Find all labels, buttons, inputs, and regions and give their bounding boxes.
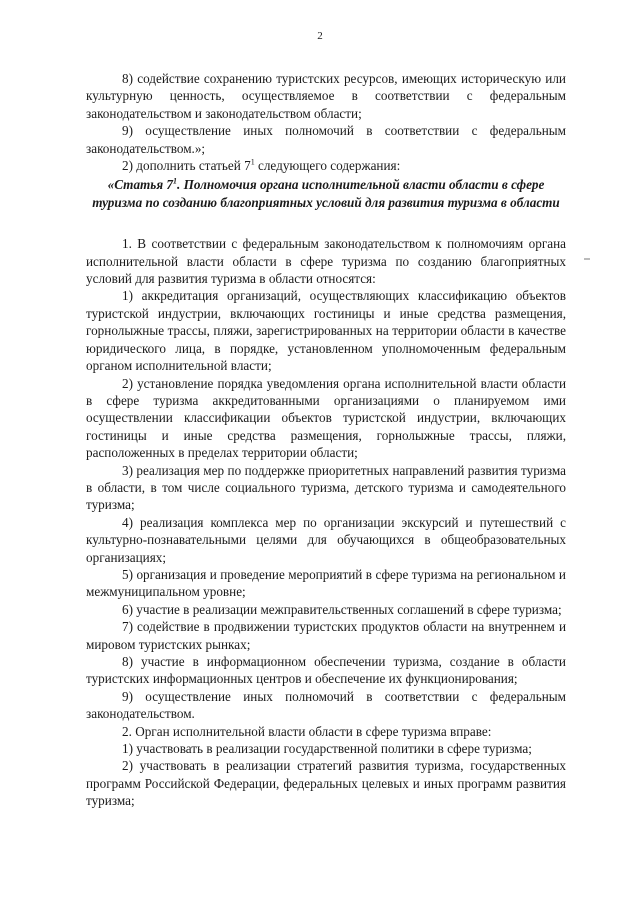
list-item: 5) организация и проведение мероприятий в сфере туризма на региональном и межмуниципальном уровне;: [86, 566, 566, 600]
list-item: 8) участие в информационном обеспечении туризма, создание в области туристских информационных центров и обеспечение их функционирования;: [86, 654, 566, 687]
scan-speck: [584, 258, 590, 260]
article-heading: «Статья $7^1$. Полномочия органа исполнительной власти области в сфере туризма по созданию благоприятных условий для развития туризма в области: [92, 177, 560, 210]
document-body: [86, 70, 566, 810]
item-8-top: 8) содействие сохранению туристских ресурсов, имеющих историческую или культурную ценность, осуществляемое в соответствии с федеральным законодательством и законодательством области;: [86, 71, 566, 121]
item-9-top: 9) осуществление иных полномочий в соответствии с федеральным законодательством.»;: [86, 123, 566, 156]
list-item: 7) содействие в продвижении туристских продуктов области на внутреннем и мировом туристских рынках;: [86, 619, 566, 652]
list-item: 1) аккредитация организаций, осуществляющих классификацию объектов туристской индустрии, включающих гостиницы и иные средства размещения, горнолыжные трассы, пляжи, зарегистрированных на территории области в качестве юридического лица, в порядке, установленном уполномоченным федеральным органом исполнительной власти;: [86, 288, 566, 374]
list-item: 9) осуществление иных полномочий в соответствии с федеральным законодательством.: [86, 688, 566, 722]
paragraph-2: 2. Орган исполнительной власти области в сфере туризма вправе:: [122, 723, 492, 739]
list-item: 1) участвовать в реализации государственной политики в сфере туризма;: [122, 741, 532, 757]
list-item: 2) установление порядка уведомления органа исполнительной власти области в сфере туризма аккредитованными организациями о планируемом ими осуществлении классификации объектов туристской индустрии, включающих гостиницы и иные средства размещения, горнолыжные трассы, пляжи, расположенных в пределах территории области;: [86, 375, 566, 461]
list-item: 2) участвовать в реализации стратегий развития туризма, государственных программ Российской Федерации, федеральных целевых и иных программ развития туризма;: [86, 758, 566, 809]
page-number: 2: [317, 30, 323, 42]
amendment-line: 2) дополнить статьей $7^1$ следующего содержания:: [122, 157, 401, 174]
paragraph-1: 1. В соответствии с федеральным законодательством к полномочиям органа исполнительной власти области в сфере туризма по созданию благоприятных условий для развития туризма в области относятся:: [86, 236, 566, 287]
list-item: 3) реализация мер по поддержке приоритетных направлений развития туризма в области, в том числе социального туризма, детского туризма и самодеятельного туризма;: [86, 462, 566, 513]
list-item: 4) реализация комплекса мер по организации экскурсий и путешествий с культурно-познавательными целями для обучающихся в общеобразовательных организациях;: [86, 514, 566, 565]
list-item: 6) участие в реализации межправительственных соглашений в сфере туризма;: [122, 601, 562, 617]
